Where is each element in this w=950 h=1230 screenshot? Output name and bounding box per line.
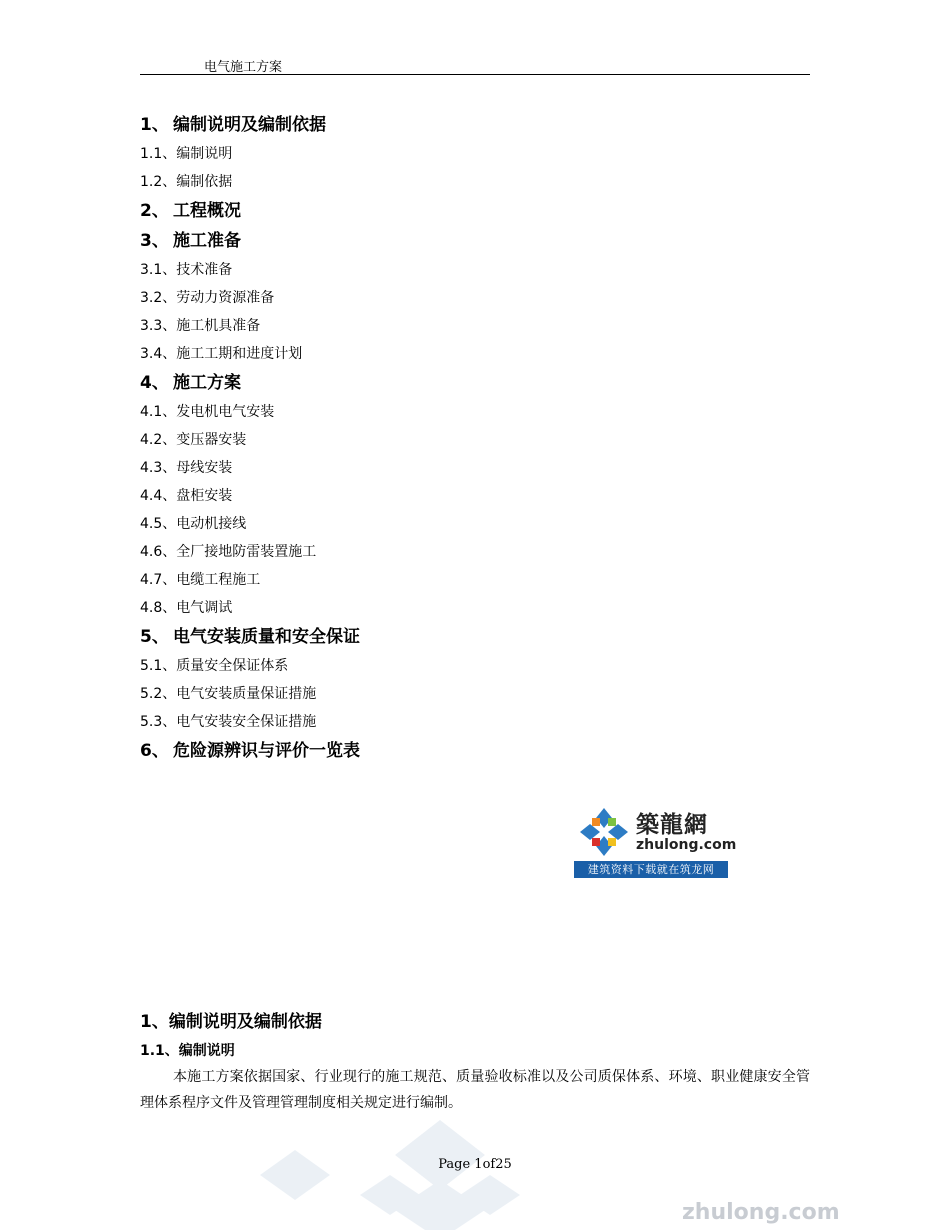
toc-subheading[interactable] (140, 482, 810, 510)
toc-entry-text: 4.6、全厂接地防雷装置施工 (140, 544, 317, 560)
toc-heading[interactable] (140, 368, 810, 398)
toc-subheading[interactable] (140, 340, 810, 368)
toc-heading[interactable] (140, 196, 810, 226)
table-of-contents (140, 110, 810, 766)
subsection-title: 1.1、编制说明 (140, 1043, 235, 1059)
toc-entry-text: 5.1、质量安全保证体系 (140, 658, 289, 674)
watermark-text: zhulong.com (682, 1200, 840, 1225)
logo-mark-icon (576, 806, 632, 858)
toc-entry-text: 4.2、变压器安装 (140, 432, 247, 448)
toc-entry-text: 3.3、施工机具准备 (140, 318, 261, 334)
toc-entry-text: 施工方案 (173, 373, 241, 393)
body-paragraph: 本施工方案依据国家、行业现行的施工规范、质量验收标准以及公司质保体系、环境、职业健康安全管理体系程序文件及管理管理制度相关规定进行编制。 (140, 1069, 810, 1111)
toc-subheading[interactable] (140, 594, 810, 622)
toc-subheading[interactable] (140, 708, 810, 736)
toc-entry-text: 4.4、盘柜安装 (140, 488, 233, 504)
toc-entry-text: 1.2、编制依据 (140, 174, 233, 190)
toc-heading-number: 1、 (140, 115, 169, 135)
toc-entry-text: 3.1、技术准备 (140, 262, 233, 278)
toc-entry-text: 3.2、劳动力资源准备 (140, 290, 275, 306)
section-title: 1、编制说明及编制依据 (140, 1012, 322, 1032)
toc-entry-text: 4.5、电动机接线 (140, 516, 247, 532)
header-title: 电气施工方案 (204, 60, 283, 75)
toc-entry-text: 工程概况 (173, 201, 241, 221)
toc-subheading[interactable] (140, 566, 810, 594)
page-number: Page 1of25 (438, 1157, 512, 1172)
toc-entry-text: 危险源辨识与评价一览表 (173, 741, 360, 761)
zhulong-logo (574, 804, 737, 878)
toc-subheading[interactable] (140, 454, 810, 482)
toc-subheading[interactable] (140, 256, 810, 284)
toc-heading-number: 5、 (140, 627, 169, 647)
logo-english-name: zhulong.com (636, 837, 737, 853)
toc-subheading[interactable] (140, 538, 810, 566)
toc-subheading[interactable] (140, 312, 810, 340)
toc-heading-number: 4、 (140, 373, 169, 393)
logo-chinese-name: 築龍網 (636, 811, 708, 838)
toc-entry-text: 电气安装质量和安全保证 (173, 627, 360, 647)
toc-subheading[interactable] (140, 652, 810, 680)
toc-entry-text: 5.2、电气安装质量保证措施 (140, 686, 317, 702)
toc-entry-text: 4.7、电缆工程施工 (140, 572, 261, 588)
toc-heading[interactable] (140, 110, 810, 140)
toc-subheading[interactable] (140, 510, 810, 538)
toc-entry-text: 3.4、施工工期和进度计划 (140, 346, 303, 362)
toc-entry-text: 施工准备 (173, 231, 241, 251)
toc-heading-number: 3、 (140, 231, 169, 251)
toc-subheading[interactable] (140, 168, 810, 196)
toc-subheading[interactable] (140, 398, 810, 426)
toc-subheading[interactable] (140, 140, 810, 168)
toc-entry-text: 4.1、发电机电气安装 (140, 404, 275, 420)
toc-entry-text: 4.8、电气调试 (140, 600, 233, 616)
toc-heading[interactable] (140, 622, 810, 652)
toc-entry-text: 5.3、电气安装安全保证措施 (140, 714, 317, 730)
logo-slogan: 建筑资料下载就在筑龙网 (574, 861, 728, 878)
toc-subheading[interactable] (140, 426, 810, 454)
toc-heading[interactable] (140, 736, 810, 766)
toc-subheading[interactable] (140, 284, 810, 312)
logo-top (574, 804, 737, 860)
toc-subheading[interactable] (140, 680, 810, 708)
toc-heading[interactable] (140, 226, 810, 256)
page-header (140, 56, 810, 75)
toc-entry-text: 4.3、母线安装 (140, 460, 233, 476)
toc-heading-number: 6、 (140, 741, 169, 761)
toc-heading-number: 2、 (140, 201, 169, 221)
toc-entry-text: 编制说明及编制依据 (173, 115, 326, 135)
toc-entry-text: 1.1、编制说明 (140, 146, 233, 162)
